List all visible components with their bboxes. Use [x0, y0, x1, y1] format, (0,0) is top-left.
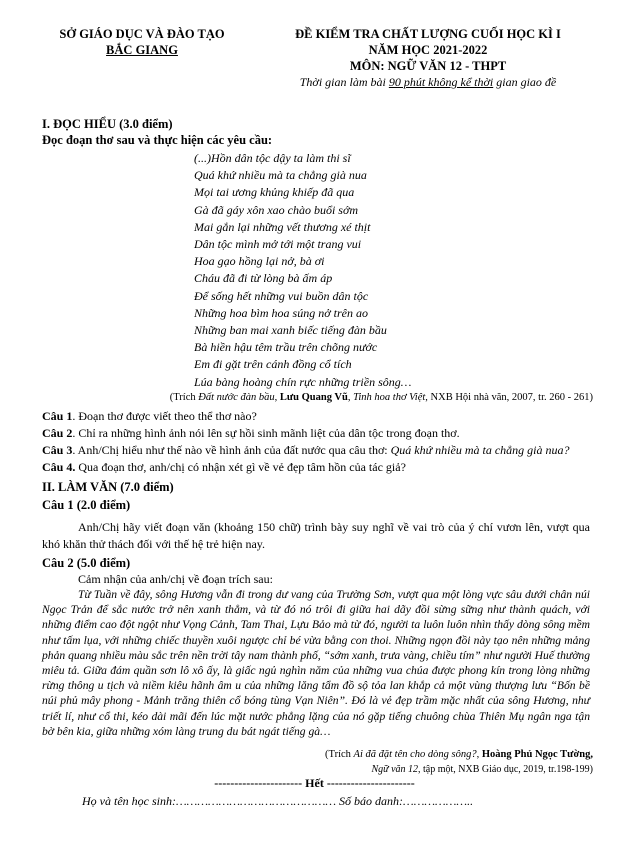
source-pre: (Trích	[325, 749, 354, 760]
poem-line: Quá khứ nhiều mà ta chẳng già nua	[194, 168, 367, 183]
school-year: NĂM HỌC 2021-2022	[368, 43, 488, 57]
q2-intro: Cảm nhận của anh/chị về đoạn trích sau:	[78, 572, 273, 586]
source-post: , NXB Hội nhà văn, 2007, tr. 260 - 261)	[425, 392, 593, 403]
question-quote: Quá khứ nhiều mà ta chẳng già nua?	[390, 443, 570, 457]
part2-heading: II. LÀM VĂN (7.0 điểm)	[42, 480, 174, 494]
question-text: Qua đoạn thơ, anh/chị có nhận xét gì về vẻ đẹp tâm hồn của tác giả?	[75, 460, 406, 474]
question-text: . Anh/Chị hiểu như thế nào về hình ảnh của đất nước qua câu thơ:	[72, 443, 391, 457]
source-sep: ,	[476, 749, 482, 760]
question-1	[42, 409, 257, 424]
poem-line: Mọi tai ương khủng khiếp đã qua	[194, 185, 355, 200]
student-name-field[interactable]: ………………………………………	[175, 794, 337, 808]
part1-heading: I. ĐỌC HIỂU (3.0 điểm)	[42, 117, 173, 131]
part1-instruction: Đọc đoạn thơ sau và thực hiện các yêu cầu:	[42, 133, 273, 147]
q1-text: Anh/Chị hãy viết đoạn văn (khoảng 150 chữ) trình bày suy nghĩ về vai trò của ý chí vươn lên, vượt qua khó khăn thử thách đối với thế hệ trẻ hiện nay.	[42, 520, 590, 551]
source-book: Tinh hoa thơ Việt	[353, 392, 426, 403]
q2-passage: Từ Tuần về đây, sông Hương vẫn đi trong dư vang của Trường Sơn, vượt qua một lòng vực sâu dưới chân núi Ngọc Trản để sắc nước trở nên xanh thẳm, và từ đó nó trôi đi giữa hai dãy đồi sừng sững như thành quách, với những điểm cao đột ngột như Vọng Cảnh, Tam Thai, Lựu Bảo mà từ đó, người ta luôn luôn nhìn thấy dòng sông mềm như tấm lụa, với những chiếc thuyền xuôi ngược chỉ bé vừa bằng con thoi. Những ngọn đồi này tạo nên những mảng phản quang nhiều màu sắc trên nền trời tây nam thành phố, “sớm xanh, trưa vàng, chiều tím” như người Huế thường miêu tả. Giữa đám quần sơn lô xô ấy, là giấc ngủ nghìn năm của những vua chúa được phong kín trong lòng những rừng thông u tịch và niềm kiêu hãnh âm u của những lăng tẩm đồ sộ tỏa lan khắp cả một vùng thượng lưu “Bốn bề núi phủ mây phong - Mảnh trăng thiên cổ bóng tùng Vạn Niên”. Đó là vẻ đẹp trầm mặc nhất của sông Hương, như triết lí, như cổ thi, kéo dài mãi đến lúc mặt nước phẳng lặng của nó gặp tiếng chuông chùa Thiên Mụ ngân nga tận bờ bên kia, giữa những xóm làng trung du bát ngát tiếng gà…	[42, 588, 590, 738]
poem-source	[170, 392, 593, 403]
time-note	[268, 74, 588, 90]
question-text: . Chỉ ra những hình ảnh nói lên sự hồi sinh mãnh liệt của dân tộc trong đoạn thơ.	[72, 426, 460, 440]
student-info-line	[82, 794, 473, 809]
poem-line: Bà hiền hậu têm trầu trên chõng nước	[194, 340, 378, 355]
source-author: Hoàng Phủ Ngọc Tường,	[481, 749, 593, 760]
source-sep2: ,	[347, 392, 354, 403]
poem-line: Lúa bàng hoàng chín rực những triền sông…	[194, 374, 412, 389]
question-label: Câu 3	[42, 443, 73, 457]
q1-heading: Câu 1 (2.0 điểm)	[42, 498, 131, 512]
question-text: . Đoạn thơ được viết theo thể thơ nào?	[72, 409, 257, 423]
exam-header	[268, 26, 588, 90]
time-pre: Thời gian làm bài	[299, 75, 389, 89]
poem-line: Để sống hết những vui buồn dân tộc	[194, 288, 369, 303]
question-2	[42, 426, 460, 441]
poem-line: Những hoa bìm hoa súng nở trên ao	[194, 305, 368, 320]
poem-line: Dân tộc mình mở tới một trang vui	[194, 237, 362, 252]
passage-source-2	[371, 764, 593, 775]
candidate-number-label: Số báo danh:	[336, 794, 404, 808]
source-pre: (Trích	[169, 392, 199, 403]
province-name: BẮC GIANG	[106, 43, 178, 57]
source-work: Đất nước đàn bầu	[198, 392, 275, 403]
question-label: Câu 1	[42, 409, 73, 423]
time-post: gian giao đề	[493, 75, 557, 89]
question-4	[42, 460, 406, 475]
poem-line: Cháu đã đi từ lòng bà ấm áp	[194, 271, 333, 286]
student-name-label: Họ và tên học sinh:	[82, 794, 176, 808]
poem-line: Mai gắn lại những vết thương xé thịt	[194, 219, 371, 234]
exam-title: ĐỀ KIỂM TRA CHẤT LƯỢNG CUỐI HỌC KÌ I	[295, 27, 561, 41]
question-label: Câu 2	[42, 426, 73, 440]
candidate-number-field[interactable]: ………………..	[403, 794, 474, 808]
question-label: Câu 4.	[42, 460, 76, 474]
poem-line: Những ban mai xanh biếc tiếng đàn bầu	[194, 323, 387, 338]
time-underlined: 90 phút không kể thời	[388, 75, 494, 89]
end-marker: ---------------------- Hết ----------------------	[214, 776, 415, 790]
source-work: Ai đã đặt tên cho dòng sông?	[353, 749, 477, 760]
department-header	[42, 26, 242, 58]
poem-line: Em đi gặt trên cánh đồng cổ tích	[194, 357, 352, 372]
source-sep: ,	[274, 392, 280, 403]
poem	[194, 150, 411, 391]
poem-line: Hoa gạo hồng lại nở, bà ơi	[194, 254, 325, 269]
source-book: Ngữ văn 12	[371, 764, 419, 775]
poem-line: Gà đã gáy xôn xao chào buổi sớm	[194, 202, 359, 217]
source-author: Lưu Quang Vũ	[279, 392, 348, 403]
subject: MÔN: NGỮ VĂN 12 - THPT	[349, 59, 507, 73]
department-name: SỞ GIÁO DỤC VÀ ĐÀO TẠO	[59, 27, 225, 41]
q2-heading: Câu 2 (5.0 điểm)	[42, 556, 131, 570]
source-post: , tập một, NXB Giáo dục, 2019, tr.198-199)	[418, 764, 593, 775]
passage-source-1	[325, 749, 593, 760]
poem-line: (...)Hồn dân tộc dậy ta làm thi sĩ	[194, 151, 351, 165]
question-3	[42, 443, 570, 458]
